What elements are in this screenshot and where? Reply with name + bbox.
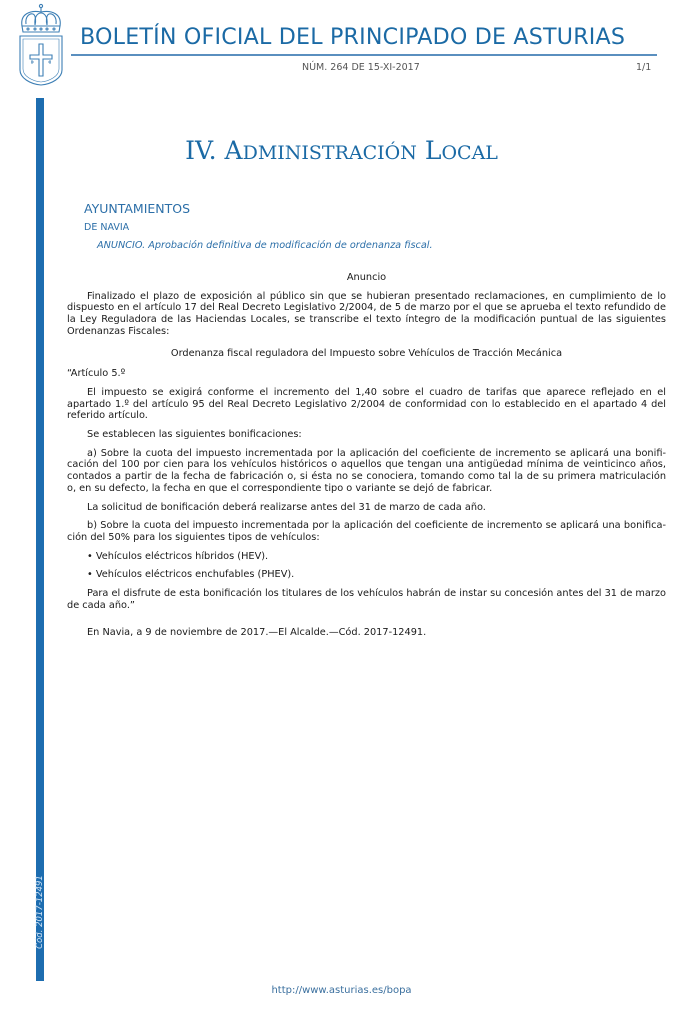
body-heading: Anuncio xyxy=(346,272,387,283)
section-word1-rest: DMINISTRACIÓN xyxy=(242,142,417,164)
sidebar-bar xyxy=(36,98,44,981)
vertical-document-code: Cód. 2017-12491 xyxy=(35,875,45,949)
section-numeral: IV. xyxy=(185,136,225,165)
section-word2-rest: OCAL xyxy=(441,142,498,164)
entity-name: DE NAVIA xyxy=(84,222,130,233)
footer-link[interactable]: http://www.asturias.es/bopa xyxy=(271,985,412,996)
article-heading: “Artículo 5.º xyxy=(67,368,126,380)
announcement-title: ANUNCIO. Aprobación definitiva de modificación de ordenanza fiscal. xyxy=(97,240,433,251)
paragraph: Para el disfrute de esta bonificación los titulares de los vehículos habrán de instar su concesión antes del 31 de marzo de cada año.” xyxy=(67,588,666,611)
ordinance-title: Ordenanza fiscal reguladora del Impuesto sobre Vehículos de Tracción Mecánica xyxy=(170,347,563,359)
bullet-item: • Vehículos eléctricos enchufables (PHEV). xyxy=(87,569,295,581)
intro-paragraph: Finalizado el plazo de exposición al público sin que se hubieran presentado reclamaciones, en cumplimiento de lo dispuesto en el artículo 17 del Real Decreto Legislativo 2/2004, de 5 de marzo por el que se aprueba el texto refundido de la Ley Reguladora de las Haciendas Locales, se transcribe el texto íntegro de la modificación puntual de las siguientes Ordenanzas Fiscales: xyxy=(67,290,666,337)
signature: En Navia, a 9 de noviembre de 2017.—El Alcalde.—Cód. 2017-12491. xyxy=(87,627,427,639)
asturias-coat-of-arms-icon xyxy=(16,2,66,86)
paragraph: b) Sobre la cuota del impuesto incrementada por la aplicación del coeficiente de incremento se aplicará una bonificación del 50% para los siguientes tipos de vehículos: xyxy=(67,520,666,543)
document-body xyxy=(67,272,666,646)
page-number: 1/1 xyxy=(636,62,652,73)
section-heading xyxy=(0,136,683,165)
bullet-item: • Vehículos eléctricos híbridos (HEV). xyxy=(87,550,269,562)
section-word2-initial: L xyxy=(424,136,442,165)
header-divider xyxy=(71,54,657,56)
section-word1-initial: A xyxy=(224,136,243,165)
paragraph: a) Sobre la cuota del impuesto incrementada por la aplicación del coeficiente de incremento se aplicará una bonificación del 100 por cien para los vehículos históricos o aquellos que tengan una antigüedad mínima de veinticinco años, contados a partir de la fecha de fabricación o, si ésta no se conociera, tomando como tal la de su primera matriculación o, en su defecto, la fecha en que el correspondiente tipo o variante se dejó de fabricar. xyxy=(67,447,666,494)
entity-group: AYUNTAMIENTOS xyxy=(84,201,191,216)
paragraph: La solicitud de bonificación deberá realizarse antes del 31 de marzo de cada año. xyxy=(87,501,486,513)
bulletin-title: BOLETÍN OFICIAL DEL PRINCIPADO DE ASTURIAS xyxy=(80,24,626,50)
paragraph: El impuesto se exigirá conforme el incremento del 1,40 sobre el cuadro de tarifas que aparece reflejado en el apartado 1.º del artículo 95 del Real Decreto Legislativo 2/2004 de conformidad con lo establecido en el apartado 4 del referido artículo. xyxy=(67,386,666,422)
issue-number: NÚM. 264 DE 15-XI-2017 xyxy=(302,62,420,73)
paragraph: Se establecen las siguientes bonificaciones: xyxy=(87,429,302,441)
